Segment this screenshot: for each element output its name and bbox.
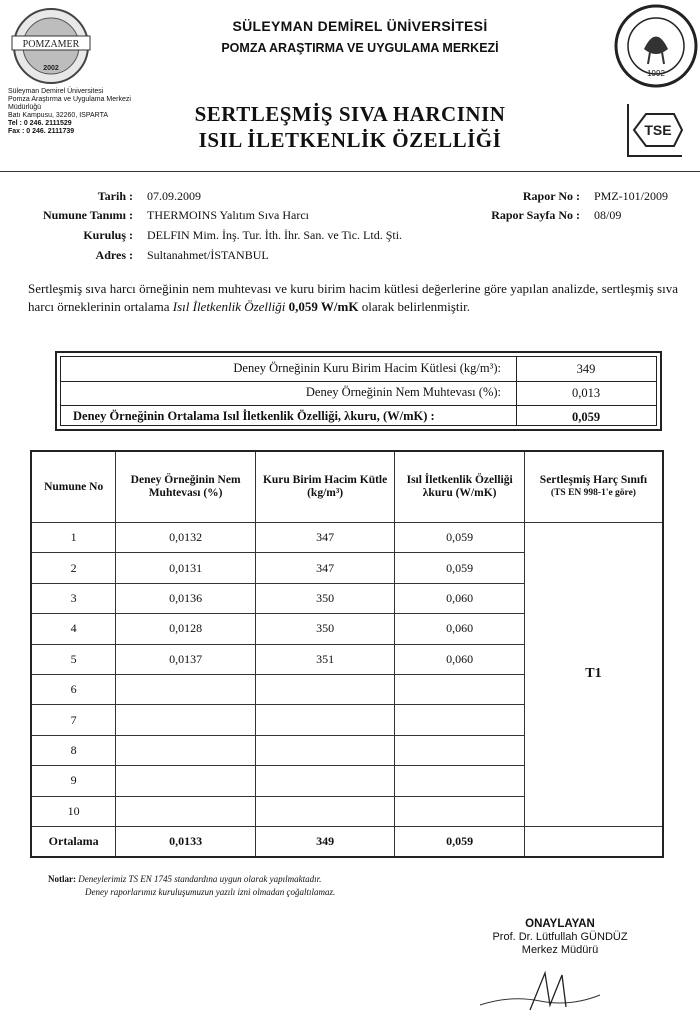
- paragraph-bold-value: 0,059 W/mK: [285, 299, 359, 314]
- summary-label: Deney Örneğinin Ortalama Isıl İletkenlik Özelliği, λkuru, (W/mK) :: [73, 409, 435, 423]
- header-class-sub: (TS EN 998-1'e göre): [550, 488, 636, 498]
- notes-line1: Deneylerimiz TS EN 1745 standardına uygun olarak yapılmaktadır.: [78, 874, 322, 884]
- cell-conductivity: [395, 674, 525, 704]
- report-title-line1: SERTLEŞMİŞ SIVA HARCININ: [194, 102, 506, 126]
- cell-density: 347: [255, 523, 394, 553]
- average-class-empty: [524, 826, 663, 857]
- cell-conductivity: 0,059: [395, 553, 525, 583]
- cell-conductivity: 0,060: [395, 583, 525, 613]
- report-title-line2: ISIL İLETKENLİK ÖZELLİĞİ: [198, 128, 502, 152]
- cell-conductivity: [395, 705, 525, 735]
- date-label: Tarih :: [97, 189, 133, 203]
- handwritten-signature: [470, 965, 610, 1015]
- pomzamer-logo: [8, 6, 94, 86]
- organization-value: DELFIN Mim. İnş. Tur. İth. İhr. San. ve Tic. Ltd. Şti.: [147, 228, 403, 242]
- average-density: 349: [255, 826, 394, 857]
- cell-moisture: [116, 796, 256, 826]
- cell-no: 6: [31, 674, 116, 704]
- center-address: [8, 88, 131, 136]
- organization-label: Kuruluş :: [83, 228, 133, 242]
- tse-logo: [620, 100, 690, 160]
- approval-heading: ONAYLAYAN: [525, 918, 595, 930]
- header-divider: [0, 171, 700, 172]
- report-no-value: PMZ-101/2009: [594, 189, 669, 203]
- sample-label: Numune Tanımı :: [42, 208, 133, 222]
- address-label: Adres :: [95, 248, 133, 262]
- approver-role: Merkez Müdürü: [521, 944, 599, 956]
- header-sample-no: Numune No: [31, 451, 116, 523]
- sample-value: THERMOINS Yalıtım Sıva Harcı: [147, 208, 309, 222]
- summary-row-density: [61, 357, 656, 382]
- cell-moisture: [116, 735, 256, 765]
- address-line: Batı Kampusu, 32260, ISPARTA: [8, 112, 108, 119]
- cell-density: [255, 796, 394, 826]
- paragraph-text-end: olarak belirlenmiştir.: [358, 299, 471, 314]
- cell-conductivity: 0,060: [395, 644, 525, 674]
- notes-line2: Deney raporlarımız kuruluşumuzun yazılı izni olmadan çoğaltılamaz.: [85, 887, 336, 897]
- cell-moisture: 0,0128: [116, 614, 256, 644]
- cell-conductivity: 0,059: [395, 523, 525, 553]
- cell-no: 10: [31, 796, 116, 826]
- cell-density: 350: [255, 583, 394, 613]
- result-paragraph: [28, 280, 678, 316]
- summary-value: 349: [576, 362, 596, 376]
- approval-block: [460, 918, 660, 957]
- approver-name: Prof. Dr. Lütfullah GÜNDÜZ: [492, 931, 628, 943]
- table-header-row: [31, 451, 663, 523]
- cell-density: 350: [255, 614, 394, 644]
- cell-moisture: 0,0132: [116, 523, 256, 553]
- address-line: Pomza Araştırma ve Uygulama Merkezi: [8, 96, 131, 103]
- cell-no: 7: [31, 705, 116, 735]
- cell-moisture: 0,0136: [116, 583, 256, 613]
- table-average-row: [31, 826, 663, 857]
- cell-no: 3: [31, 583, 116, 613]
- tse-text: TSE: [644, 122, 672, 138]
- cell-density: [255, 674, 394, 704]
- header-moisture: Deney Örneğinin Nem Muhtevası (%): [116, 451, 256, 523]
- cell-no: 1: [31, 523, 116, 553]
- cell-class-value: T1: [524, 523, 663, 827]
- summary-row-conductivity: [61, 405, 656, 429]
- header-conductivity: Isıl İletkenlik Özelliği λkuru (W/mK): [395, 451, 525, 523]
- notes: [48, 873, 335, 899]
- cell-moisture: [116, 766, 256, 796]
- average-conductivity: 0,059: [395, 826, 525, 857]
- cell-density: [255, 766, 394, 796]
- cell-density: 351: [255, 644, 394, 674]
- header-density: Kuru Birim Hacim Kütle (kg/m³): [255, 451, 394, 523]
- university-seal: [614, 4, 698, 88]
- report-no-label: Rapor No :: [522, 189, 580, 203]
- summary-row-moisture: [61, 381, 656, 406]
- paragraph-text: Sertleşmiş sıva harcı örneğinin nem muhtevası ve kuru birim hacim kütlesi değerlerine göre yapılan analizde, sertleşmiş sıva harcı örneklerinin ortalama: [28, 281, 678, 314]
- cell-no: 2: [31, 553, 116, 583]
- report-page-label: Rapor Sayfa No :: [491, 208, 580, 222]
- summary-label: Deney Örneğinin Kuru Birim Hacim Kütlesi (kg/m³):: [233, 361, 501, 375]
- cell-no: 9: [31, 766, 116, 796]
- address-line: Müdürlüğü: [8, 104, 42, 111]
- paragraph-italic: Isıl İletkenlik Özelliği: [172, 299, 286, 314]
- seal-year: 1992: [647, 69, 665, 78]
- notes-label: Notlar:: [48, 874, 76, 884]
- results-table: [30, 450, 664, 858]
- cell-density: 347: [255, 553, 394, 583]
- cell-no: 5: [31, 644, 116, 674]
- cell-conductivity: 0,060: [395, 614, 525, 644]
- date-value: 07.09.2009: [147, 189, 201, 203]
- cell-moisture: 0,0131: [116, 553, 256, 583]
- center-name: POMZA ARAŞTIRMA VE UYGULAMA MERKEZİ: [221, 41, 499, 55]
- cell-moisture: [116, 674, 256, 704]
- address-value: Sultanahmet/İSTANBUL: [147, 248, 269, 262]
- logo-left-year: 2002: [43, 65, 59, 72]
- report-page-value: 08/09: [594, 208, 622, 222]
- table-row: [31, 523, 663, 553]
- summary-label: Deney Örneğinin Nem Muhtevası (%):: [305, 385, 501, 399]
- cell-density: [255, 735, 394, 765]
- average-moisture: 0,0133: [116, 826, 256, 857]
- cell-conductivity: [395, 796, 525, 826]
- average-label: Ortalama: [31, 826, 116, 857]
- logo-left-text: POMZAMER: [22, 39, 80, 50]
- summary-value: 0,013: [571, 386, 601, 400]
- report-title: [180, 101, 520, 153]
- cell-density: [255, 705, 394, 735]
- cell-no: 4: [31, 614, 116, 644]
- fax-number: Fax : 0 246. 2111739: [8, 128, 75, 135]
- phone-number: Tel : 0 246. 2111529: [8, 120, 72, 127]
- header-class: [524, 451, 663, 523]
- summary-value: 0,059: [571, 410, 601, 424]
- cell-moisture: [116, 705, 256, 735]
- summary-box: [55, 351, 662, 431]
- address-line: Süleyman Demirel Üniversitesi: [8, 88, 104, 95]
- cell-conductivity: [395, 735, 525, 765]
- cell-no: 8: [31, 735, 116, 765]
- cell-conductivity: [395, 766, 525, 796]
- header-class-title: Sertleşmiş Harç Sınıfı: [539, 474, 648, 486]
- university-name: SÜLEYMAN DEMİREL ÜNİVERSİTESİ: [232, 18, 488, 34]
- cell-moisture: 0,0137: [116, 644, 256, 674]
